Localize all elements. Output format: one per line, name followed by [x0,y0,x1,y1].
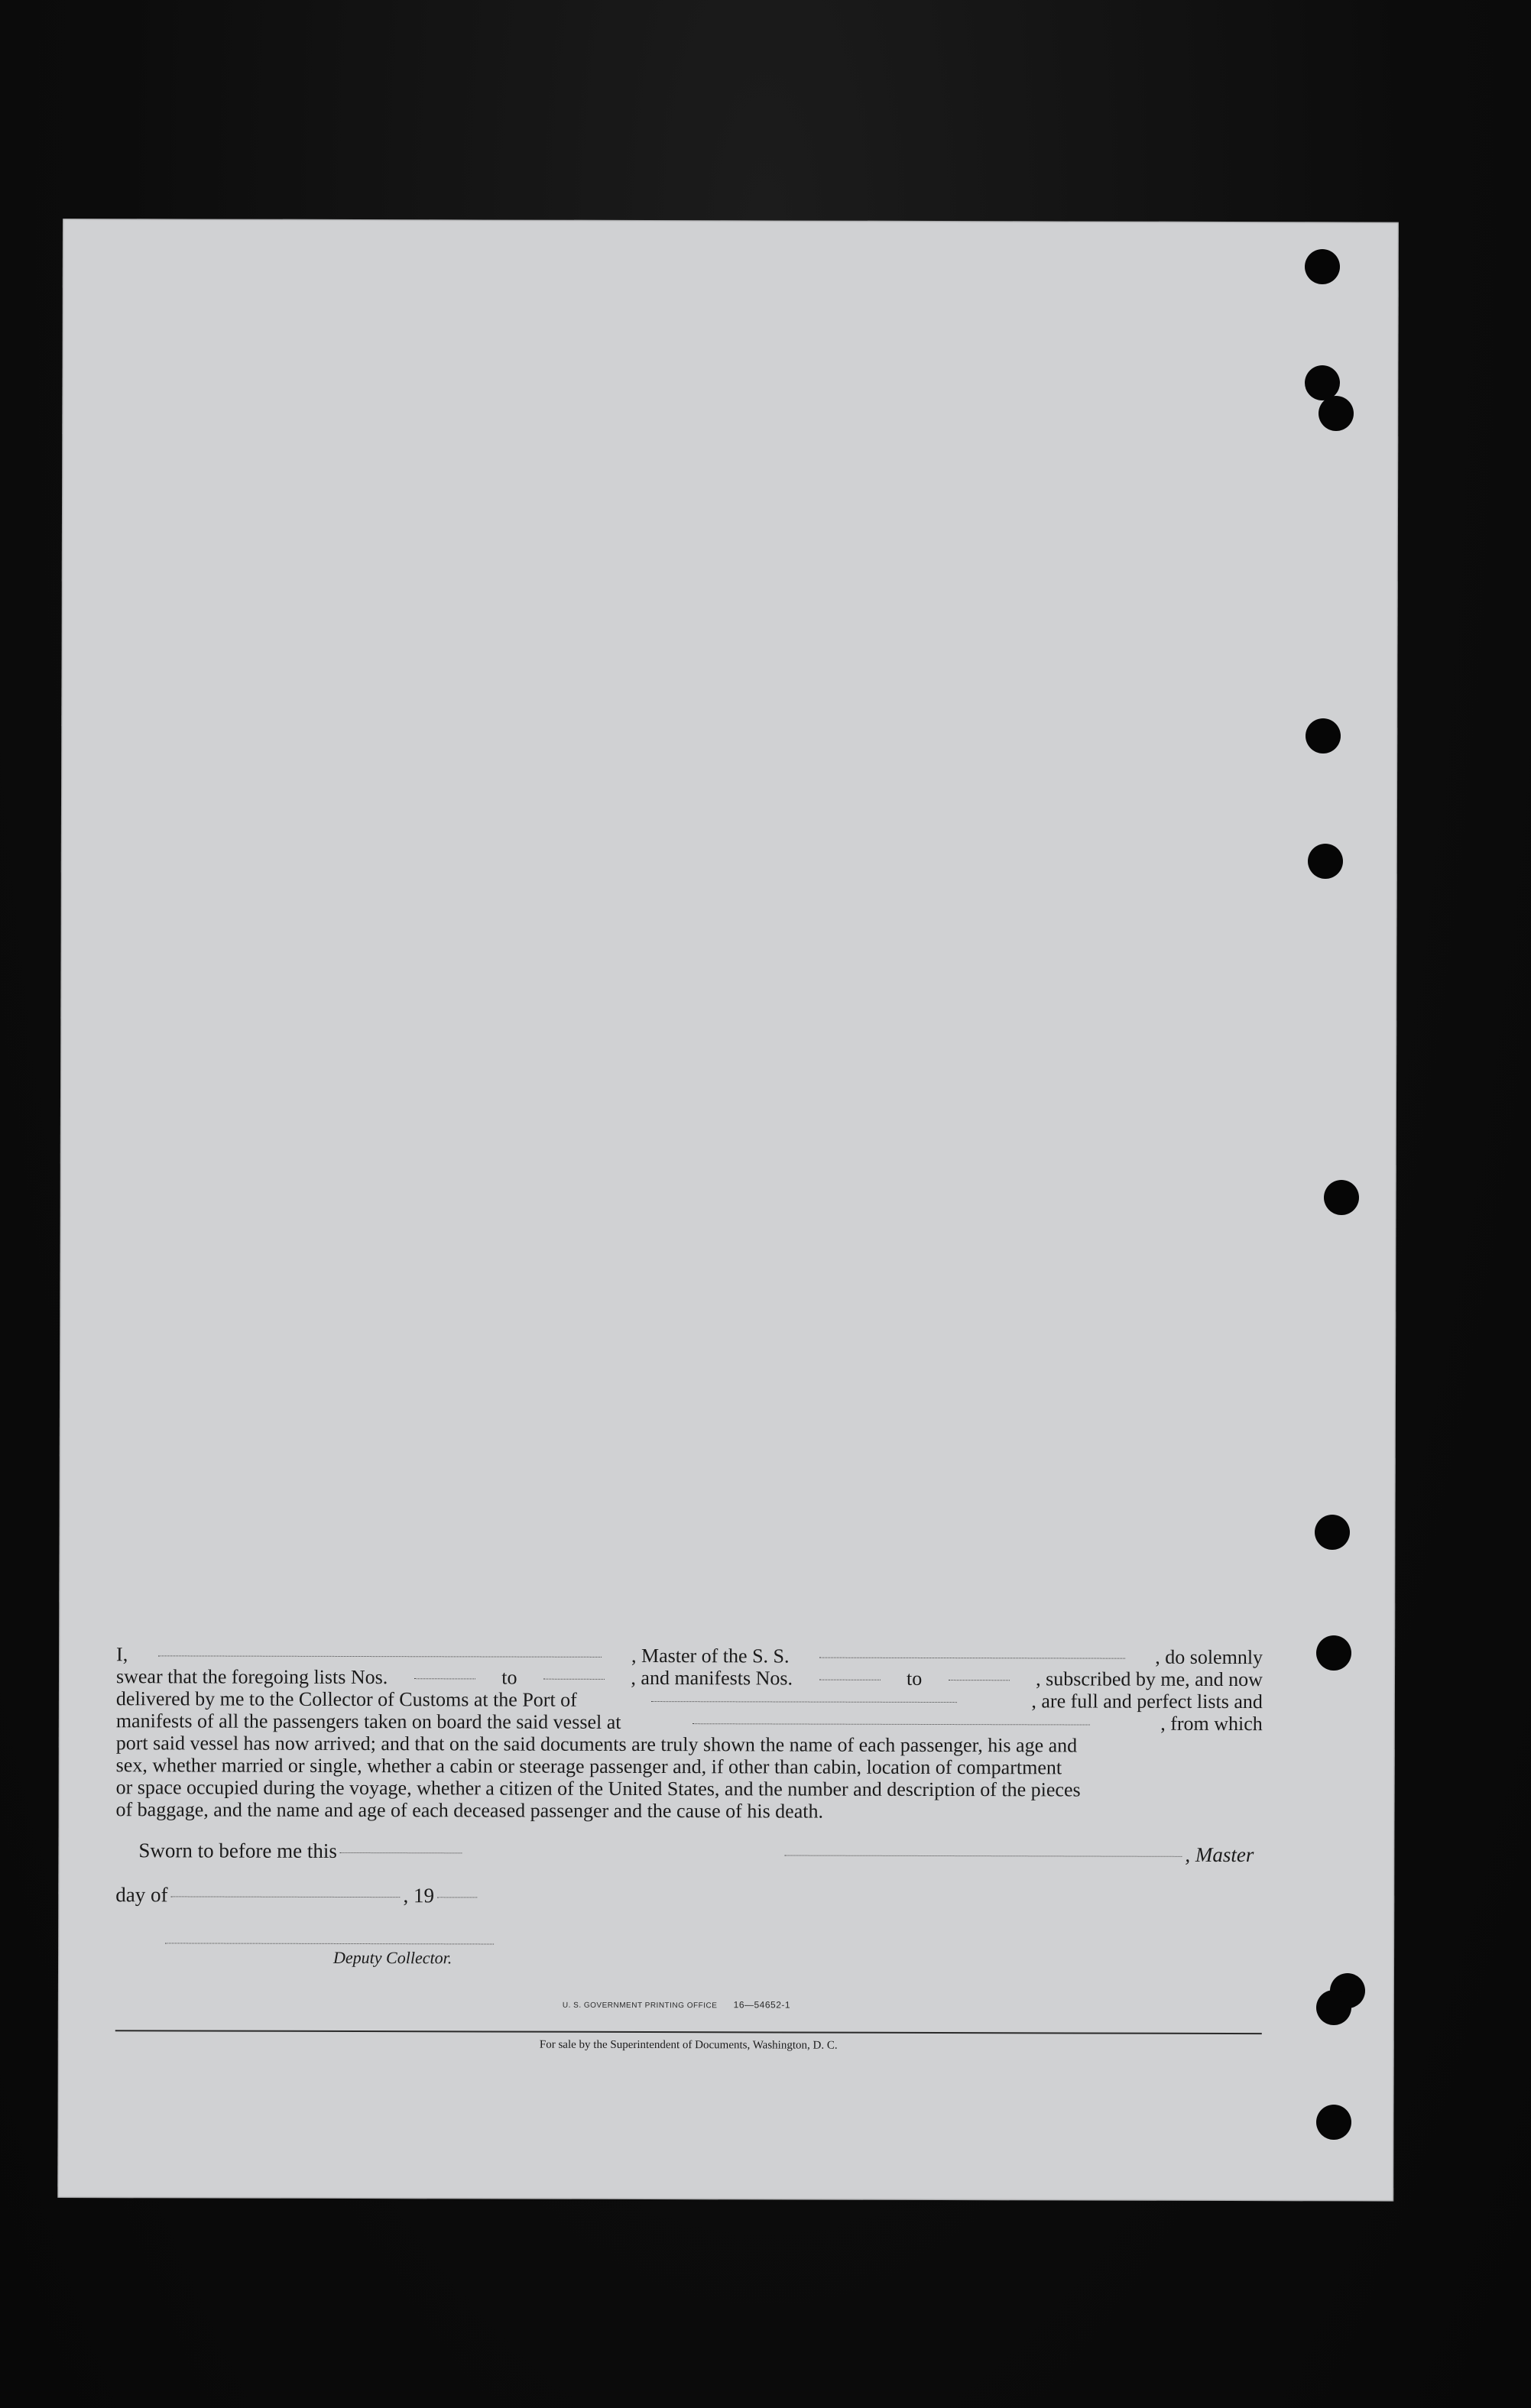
printing-office-line [563,1999,790,2011]
punch-hole [1319,396,1354,431]
oath-line-8 [116,1798,1263,1823]
month-blank [170,1896,400,1898]
oath-text: , are full and perfect lists and [1031,1690,1263,1713]
punch-hole [1315,1515,1350,1550]
oath-text: manifests of all the passengers taken on board the said vessel at [115,1710,621,1733]
sale-notice: For sale by the Superintendent of Documents, Washington, D. C. [539,2038,838,2052]
punch-hole [1316,2105,1351,2140]
form-code: 16—54652-1 [733,1999,791,2011]
oath-text: sex, whether married or single, whether a cabin or steerage passenger and, if other than cabin, location of compartment [115,1754,1062,1779]
punch-hole [1308,844,1343,879]
master-signature-blank [784,1855,1182,1856]
oath-text: , subscribed by me, and now [1036,1667,1263,1691]
footer-rule [115,2030,1262,2034]
deputy-signature-rule [165,1943,494,1944]
oath-paragraph [116,1643,1263,1823]
oath-text: , Master of the S. S. [631,1644,790,1667]
sworn-day-blank [340,1852,462,1853]
master-signature-line [781,1842,1254,1867]
punch-hole [1316,1635,1351,1671]
gpo-text: U. S. GOVERNMENT PRINTING OFFICE [562,2001,718,2011]
oath-line-7 [116,1776,1263,1801]
list-from-blank [414,1678,475,1679]
oath-text: , do solemnly [1155,1645,1263,1669]
oath-text: , and manifests Nos. [631,1666,793,1690]
deputy-collector-label: Deputy Collector. [333,1947,452,1968]
oath-text: I, [116,1643,128,1666]
punch-hole [1324,1180,1359,1215]
sworn-label: Sworn to before me this [138,1839,337,1862]
punch-hole [1306,718,1341,754]
oath-text: , from which [1160,1712,1263,1736]
master-label: , Master [1185,1842,1254,1867]
port-blank [651,1701,957,1703]
oath-text: port said vessel has now arrived; and that on the said documents are truly shown the name of each passenger, his age and [115,1732,1078,1757]
sworn-line [138,1839,465,1863]
ship-name-blank [819,1658,1125,1659]
departure-port-blank [692,1723,1089,1725]
oath-line-3 [116,1687,1263,1713]
document-page [57,219,1399,2202]
day-label: day of [115,1883,168,1907]
punch-hole [1305,249,1340,284]
year-blank [437,1897,477,1898]
oath-text: or space occupied during the voyage, whether a citizen of the United States, and the number and description of the pieces [115,1776,1081,1801]
oath-text: delivered by me to the Collector of Customs at the Port of [115,1687,577,1711]
oath-text: of baggage, and the name and age of each deceased passenger and the cause of his death. [115,1798,824,1823]
list-to-blank [543,1679,605,1680]
oath-line-6 [116,1754,1263,1779]
oath-text: to [906,1667,923,1690]
day-line [115,1883,480,1907]
oath-line-1 [116,1643,1263,1668]
oath-line-2 [116,1665,1263,1690]
oath-text: swear that the foregoing lists Nos. [115,1665,388,1689]
oath-line-4 [116,1710,1263,1735]
oath-line-5 [116,1732,1263,1757]
punch-hole [1316,1990,1351,2025]
oath-text: to [501,1666,517,1689]
year-label: , 19 [403,1884,435,1907]
master-name-blank [158,1655,602,1658]
